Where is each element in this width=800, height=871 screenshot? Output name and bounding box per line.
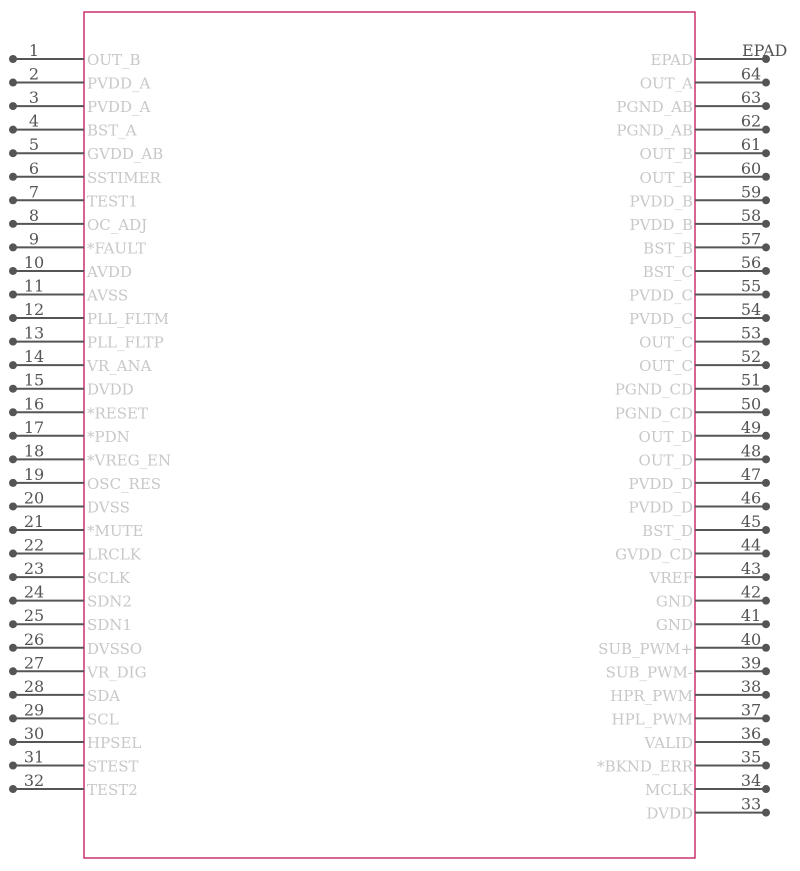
pin-end-dot: [9, 338, 17, 346]
pin-number: 33: [740, 794, 762, 814]
pin-end-dot: [762, 785, 770, 793]
pin-end-dot: [762, 220, 770, 228]
pin-end-dot: [9, 502, 17, 510]
pin-name: PVDD_C: [629, 310, 693, 329]
pin-number: 58: [740, 205, 762, 225]
pin-name: PVDD_D: [628, 474, 693, 493]
pin-number: 25: [23, 606, 45, 626]
pin-end-dot: [9, 361, 17, 369]
pin-name: PVDD_A: [87, 74, 151, 93]
pin-number: 22: [23, 535, 45, 555]
pin-name: VR_DIG: [87, 663, 147, 682]
pin-name: DVSSO: [87, 639, 143, 658]
pin-number: 34: [740, 771, 762, 791]
pin-name: PGND_AB: [616, 121, 693, 140]
pin-end-dot: [9, 432, 17, 440]
pin-number: 53: [740, 323, 762, 343]
pin-number: 50: [740, 394, 762, 414]
pin-end-dot: [9, 644, 17, 652]
pin-end-dot: [9, 291, 17, 299]
pin-name: SDA: [87, 686, 121, 705]
pin-end-dot: [762, 361, 770, 369]
pin-end-dot: [762, 243, 770, 251]
pin-number: 41: [740, 606, 762, 626]
pin-number: 27: [23, 653, 45, 673]
pin-number: 14: [23, 347, 45, 367]
pin-name: GVDD_AB: [87, 145, 164, 164]
pin-end-dot: [762, 102, 770, 110]
pin-name: SDN2: [87, 592, 132, 611]
pin-number: 55: [740, 276, 762, 296]
pin-name: SCL: [87, 710, 119, 729]
pin-name: SSTIMER: [87, 168, 161, 187]
pin-name: VR_ANA: [87, 357, 152, 376]
pin-number: 10: [23, 252, 45, 272]
pin-number: 6: [28, 158, 40, 178]
pin-number: 48: [740, 441, 762, 461]
pin-end-dot: [762, 762, 770, 770]
pin-number: 37: [740, 700, 762, 720]
pin-name: GND: [655, 592, 693, 611]
pin-end-dot: [9, 714, 17, 722]
pin-number: 21: [23, 512, 45, 531]
pin-end-dot: [9, 55, 17, 63]
pin-number: 45: [740, 512, 762, 531]
pin-number: 42: [740, 582, 762, 602]
pin-end-dot: [762, 79, 770, 87]
pin-name: LRCLK: [87, 545, 141, 564]
pin-number: 29: [23, 700, 45, 720]
pin-end-dot: [9, 691, 17, 699]
pin-end-dot: [9, 550, 17, 558]
pin-end-dot: [9, 79, 17, 87]
pin-name: VALID: [644, 733, 693, 752]
pin-name: SDN1: [87, 616, 132, 635]
pin-end-dot: [762, 385, 770, 393]
pin-number: 54: [740, 300, 762, 320]
pin-number: 15: [23, 370, 45, 390]
pin-end-dot: [762, 502, 770, 510]
pin-number: 9: [28, 229, 40, 249]
pin-name: VREF: [649, 569, 693, 588]
pin-name: OUT_A: [639, 74, 693, 93]
pin-number: 56: [740, 252, 762, 272]
pin-number: 19: [23, 464, 45, 484]
pin-number: 3: [28, 88, 40, 108]
pin-name: PGND_CD: [614, 404, 693, 423]
pin-name: DVDD: [646, 804, 693, 823]
pin-number: 23: [23, 559, 45, 579]
pin-name: *BKND_ERR: [597, 757, 693, 776]
pin-number: 2: [28, 64, 40, 84]
pin-name: OC_ADJ: [87, 215, 148, 234]
pin-name: *VREG_EN: [87, 451, 172, 470]
pin-end-dot: [762, 479, 770, 487]
pin-number: 4: [28, 111, 40, 131]
pin-end-dot: [762, 149, 770, 157]
pin-end-dot: [9, 196, 17, 204]
pin-name: PVDD_B: [629, 192, 693, 211]
pin-name: OSC_RES: [87, 474, 162, 493]
pin-number: 24: [23, 582, 45, 602]
pin-number: 7: [28, 182, 40, 202]
pin-name: *PDN: [87, 427, 130, 446]
pin-name: PVDD_B: [629, 215, 693, 234]
pin-name: DVSS: [87, 498, 130, 517]
pin-end-dot: [9, 267, 17, 275]
pin-name: OUT_D: [638, 451, 693, 470]
pin-number: 43: [740, 559, 762, 579]
pin-number: 32: [23, 771, 45, 791]
pin-number: 8: [28, 205, 40, 225]
pin-name: DVDD: [87, 380, 134, 399]
pin-end-dot: [9, 573, 17, 581]
pin-name: PLL_FLTM: [87, 310, 170, 329]
pin-number: 52: [740, 347, 762, 367]
pin-end-dot: [762, 126, 770, 134]
pin-number: 18: [23, 441, 45, 461]
pin-name: OUT_C: [639, 357, 693, 376]
pin-end-dot: [762, 714, 770, 722]
pin-name: PLL_FLTP: [87, 333, 164, 352]
pin-end-dot: [762, 691, 770, 699]
pin-name: MCLK: [644, 781, 693, 800]
pin-number: 39: [740, 653, 762, 673]
pin-number: 30: [23, 723, 45, 743]
left-pin-column: [9, 41, 171, 799]
pin-name: HPL_PWM: [611, 710, 693, 729]
pin-end-dot: [9, 173, 17, 181]
pin-end-dot: [762, 597, 770, 605]
pin-end-dot: [762, 644, 770, 652]
pin-name: PGND_AB: [616, 98, 693, 117]
pin-end-dot: [762, 809, 770, 817]
pin-end-dot: [762, 550, 770, 558]
pin-end-dot: [762, 173, 770, 181]
pin-name: AVSS: [87, 286, 129, 305]
pin-number: 28: [23, 676, 45, 696]
pin-name: *RESET: [87, 404, 148, 423]
pin-number: 49: [740, 417, 762, 437]
pin-number: 20: [23, 488, 45, 508]
pin-end-dot: [9, 220, 17, 228]
pin-end-dot: [762, 432, 770, 440]
pin-end-dot: [9, 620, 17, 628]
pin-number: 5: [28, 135, 40, 155]
pin-end-dot: [9, 243, 17, 251]
pin-end-dot: [9, 455, 17, 463]
pin-end-dot: [762, 408, 770, 416]
pin-number: 17: [23, 417, 45, 437]
pin-end-dot: [9, 762, 17, 770]
pin-name: HPR_PWM: [610, 686, 693, 705]
pin-end-dot: [9, 667, 17, 675]
pin-name: OUT_C: [639, 333, 693, 352]
pin-number: 47: [740, 464, 762, 484]
pin-number: 64: [740, 64, 762, 84]
pin-end-dot: [9, 526, 17, 534]
pin-name: BST_A: [87, 121, 137, 140]
pin-number: EPAD: [742, 41, 788, 60]
pin-end-dot: [9, 126, 17, 134]
pin-name: STEST: [87, 757, 139, 776]
pin-name: GVDD_CD: [615, 545, 693, 564]
pin-end-dot: [9, 385, 17, 393]
pin-end-dot: [9, 785, 17, 793]
pin-name: BST_B: [643, 239, 693, 258]
pin-number: 31: [23, 747, 45, 767]
pin-number: 61: [740, 135, 762, 155]
pin-end-dot: [9, 314, 17, 322]
pin-number: 26: [23, 629, 45, 649]
pin-number: 13: [23, 323, 45, 343]
pin-number: 44: [740, 535, 762, 555]
pin-number: 12: [23, 300, 45, 320]
pin-name: AVDD: [87, 262, 132, 281]
pin-end-dot: [762, 620, 770, 628]
pin-end-dot: [762, 573, 770, 581]
pin-end-dot: [762, 738, 770, 746]
pin-name: OUT_D: [638, 427, 693, 446]
pin-number: 51: [740, 370, 762, 390]
pin-name: SUB_PWM+: [598, 639, 693, 658]
pin-number: 40: [740, 629, 762, 649]
pin-end-dot: [762, 291, 770, 299]
pin-epad: [650, 41, 787, 69]
pin-end-dot: [762, 267, 770, 275]
pin-name: PGND_CD: [614, 380, 693, 399]
pin-number: 11: [23, 276, 45, 296]
pin-number: 63: [740, 88, 762, 108]
pin-name: SUB_PWM-: [605, 663, 693, 682]
pin-name: PVDD_C: [629, 286, 693, 305]
pin-name: OUT_B: [87, 51, 141, 69]
pin-name: *MUTE: [87, 522, 144, 540]
pin-name: EPAD: [650, 51, 693, 69]
pin-number: 46: [740, 488, 762, 508]
pin-end-dot: [762, 314, 770, 322]
pin-name: TEST2: [87, 781, 138, 800]
pin-number: 16: [23, 394, 45, 414]
pin-end-dot: [762, 196, 770, 204]
right-pin-column: [597, 41, 787, 823]
pin-name: OUT_B: [639, 168, 693, 187]
pin-end-dot: [9, 408, 17, 416]
pin-name: SCLK: [87, 569, 130, 588]
pin-name: *FAULT: [87, 239, 146, 258]
pin-name: HPSEL: [87, 733, 142, 752]
pin-end-dot: [9, 479, 17, 487]
pin-number: 1: [28, 41, 40, 60]
pin-name: GND: [655, 616, 693, 635]
pin-name: PVDD_D: [628, 498, 693, 517]
pin-end-dot: [762, 667, 770, 675]
pin-end-dot: [9, 738, 17, 746]
pin-number: 38: [740, 676, 762, 696]
pin-end-dot: [762, 526, 770, 534]
pin-number: 62: [740, 111, 762, 131]
pin-name: PVDD_A: [87, 98, 151, 117]
pin-number: 35: [740, 747, 762, 767]
pin-end-dot: [762, 338, 770, 346]
pin-name: OUT_B: [639, 145, 693, 164]
pin-end-dot: [9, 102, 17, 110]
pin-end-dot: [9, 149, 17, 157]
pin-name: TEST1: [87, 192, 138, 211]
pin-number: 60: [740, 158, 762, 178]
pin-number: 57: [740, 229, 762, 249]
ic-body-outline: [84, 12, 695, 858]
pin-end-dot: [9, 597, 17, 605]
pin-number: 59: [740, 182, 762, 202]
pin-name: BST_D: [642, 522, 693, 540]
pin-end-dot: [762, 455, 770, 463]
pin-number: 36: [740, 723, 762, 743]
pin-name: BST_C: [642, 262, 693, 281]
